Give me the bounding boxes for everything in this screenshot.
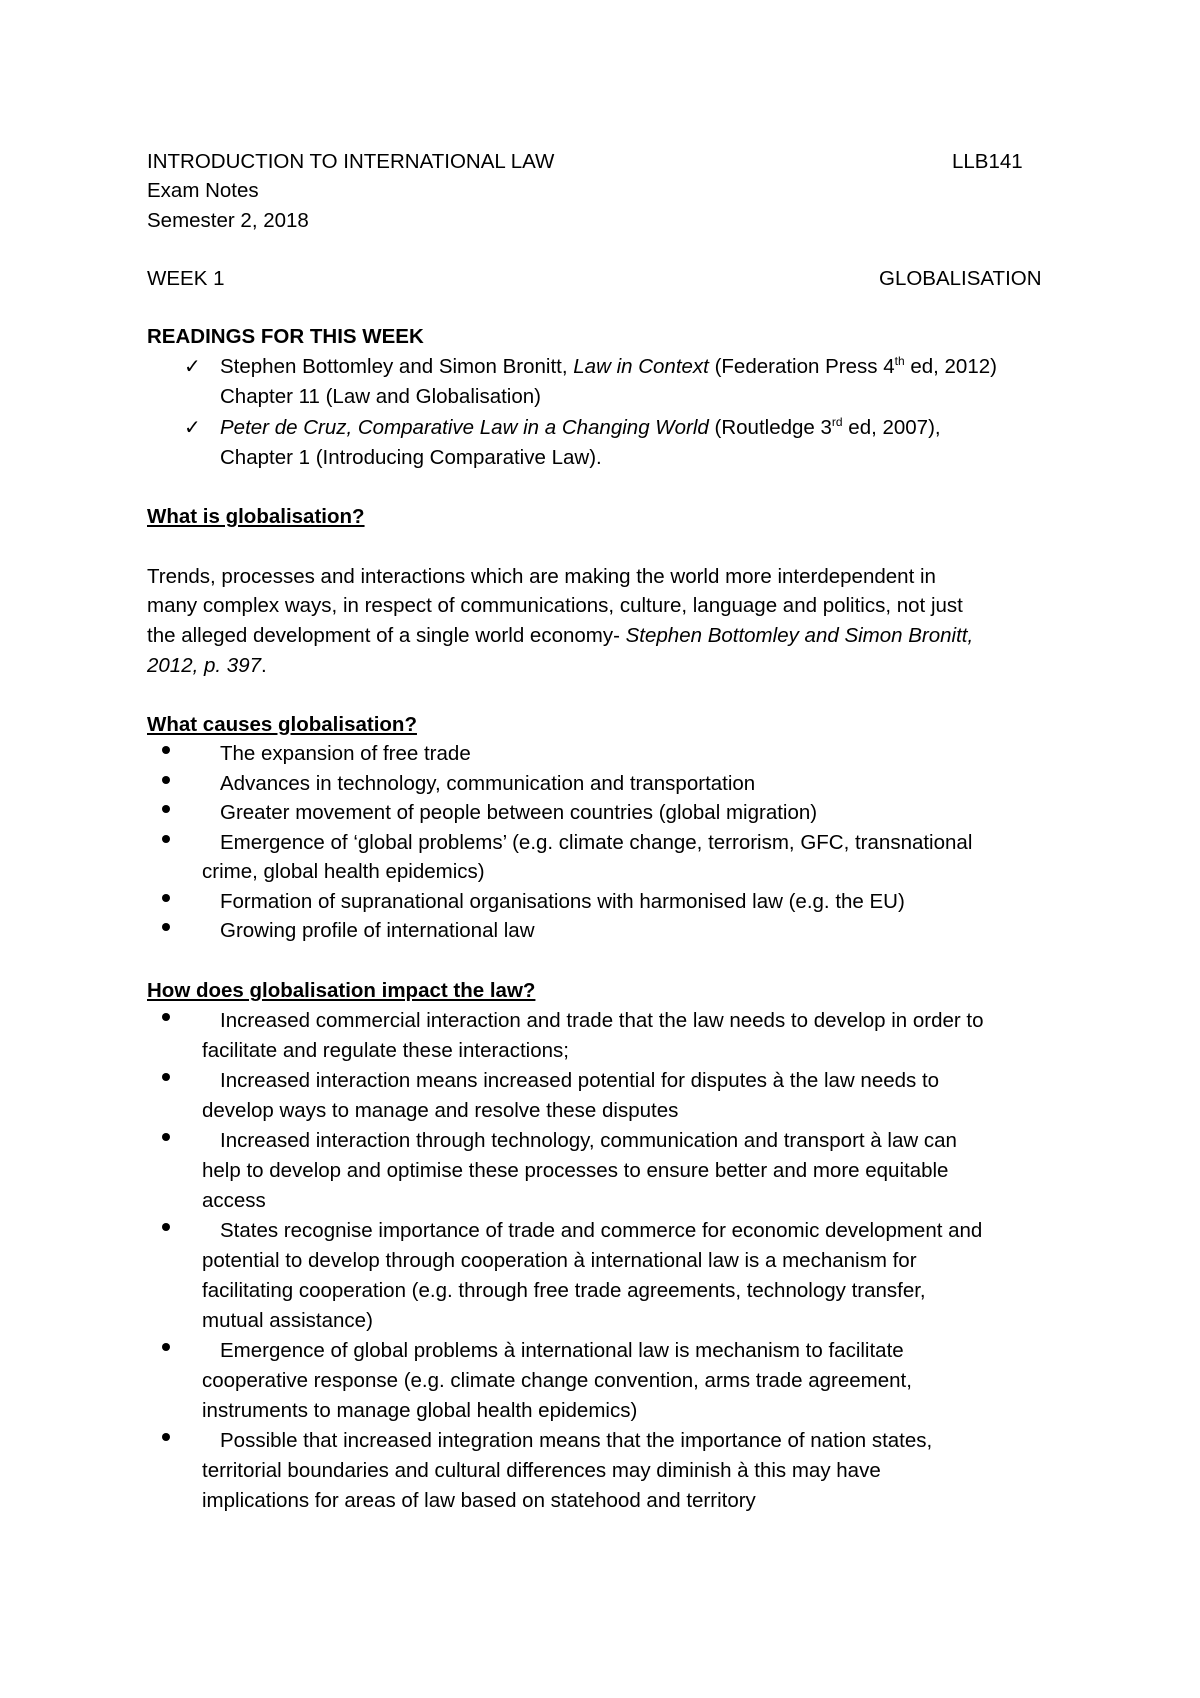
bullet-icon bbox=[162, 923, 170, 931]
impact-item-continued: develop ways to manage and resolve these disputes bbox=[202, 1099, 679, 1122]
impact-item: Increased interaction means increased potential for disputes à the law needs to bbox=[220, 1069, 940, 1092]
causes-item: The expansion of free trade bbox=[220, 742, 471, 765]
reading-1-title: Law in Context bbox=[573, 355, 709, 378]
bullet-icon bbox=[162, 1013, 170, 1021]
topic-label: GLOBALISATION bbox=[879, 267, 1042, 290]
impact-item-continued: territorial boundaries and cultural differences may diminish à this may have bbox=[202, 1459, 881, 1482]
impact-item: Increased interaction through technology, communication and transport à law can bbox=[220, 1129, 957, 1152]
impact-heading: How does globalisation impact the law? bbox=[147, 979, 536, 1002]
bullet-icon bbox=[162, 805, 170, 813]
bullet-icon bbox=[162, 776, 170, 784]
reading-1-chapter: Chapter 11 (Law and Globalisation) bbox=[220, 385, 541, 408]
reading-1-publisher: (Federation Press 4 bbox=[708, 355, 895, 378]
definition-end: . bbox=[261, 654, 267, 677]
impact-item: Emergence of global problems à international law is mechanism to facilitate bbox=[220, 1339, 904, 1362]
causes-item: Growing profile of international law bbox=[220, 919, 535, 942]
bullet-icon bbox=[162, 1223, 170, 1231]
reading-2-superscript: rd bbox=[831, 415, 843, 430]
subtitle: Exam Notes bbox=[147, 179, 259, 202]
impact-item-continued: facilitate and regulate these interactions; bbox=[202, 1039, 569, 1062]
week-label: WEEK 1 bbox=[147, 267, 225, 290]
reading-1-superscript: th bbox=[894, 354, 905, 369]
bullet-icon bbox=[162, 1343, 170, 1351]
bullet-icon bbox=[162, 1433, 170, 1441]
reading-2-publisher: (Routledge 3 bbox=[708, 416, 832, 439]
impact-item: Increased commercial interaction and trade that the law needs to develop in order to bbox=[220, 1009, 984, 1032]
causes-item: Formation of supranational organisations with harmonised law (e.g. the EU) bbox=[220, 890, 905, 913]
reading-2 bbox=[220, 413, 941, 443]
definition-text: the alleged development of a single world economy- bbox=[147, 624, 626, 647]
impact-item: Possible that increased integration means that the importance of nation states, bbox=[220, 1429, 933, 1452]
impact-item-continued: help to develop and optimise these processes to ensure better and more equitable bbox=[202, 1159, 949, 1182]
definition-heading: What is globalisation? bbox=[147, 505, 365, 528]
semester: Semester 2, 2018 bbox=[147, 209, 309, 232]
impact-item-continued: implications for areas of law based on statehood and territory bbox=[202, 1489, 756, 1512]
course-title: INTRODUCTION TO INTERNATIONAL LAW bbox=[147, 150, 555, 173]
definition-citation: Stephen Bottomley and Simon Bronitt, bbox=[625, 624, 974, 647]
bullet-icon bbox=[162, 835, 170, 843]
impact-item-continued: facilitating cooperation (e.g. through free trade agreements, technology transfer, bbox=[202, 1279, 926, 1302]
course-code: LLB141 bbox=[952, 150, 1023, 173]
definition-line: many complex ways, in respect of communications, culture, language and politics, not just bbox=[147, 594, 963, 617]
impact-item-continued: cooperative response (e.g. climate change convention, arms trade agreement, bbox=[202, 1369, 912, 1392]
bullet-icon bbox=[162, 746, 170, 754]
reading-2-chapter: Chapter 1 (Introducing Comparative Law). bbox=[220, 446, 602, 469]
reading-2-title: Peter de Cruz, Comparative Law in a Changing World bbox=[220, 416, 709, 439]
causes-item: Advances in technology, communication and transportation bbox=[220, 772, 756, 795]
causes-item: Emergence of ‘global problems’ (e.g. climate change, terrorism, GFC, transnational bbox=[220, 831, 973, 854]
definition-line bbox=[147, 651, 267, 681]
impact-item-continued: potential to develop through cooperation à international law is a mechanism for bbox=[202, 1249, 917, 1272]
impact-item-continued: instruments to manage global health epidemics) bbox=[202, 1399, 638, 1422]
causes-heading: What causes globalisation? bbox=[147, 713, 417, 736]
reading-1 bbox=[220, 352, 997, 382]
readings-heading: READINGS FOR THIS WEEK bbox=[147, 325, 424, 348]
definition-citation: 2012, p. 397 bbox=[147, 654, 261, 677]
impact-item-continued: access bbox=[202, 1189, 266, 1212]
reading-1-authors: Stephen Bottomley and Simon Bronitt, bbox=[220, 355, 574, 378]
reading-2-year: ed, 2007), bbox=[842, 416, 941, 439]
reading-1-year: ed, 2012) bbox=[904, 355, 997, 378]
check-icon: ✓ bbox=[184, 417, 201, 439]
impact-item: States recognise importance of trade and commerce for economic development and bbox=[220, 1219, 983, 1242]
bullet-icon bbox=[162, 1133, 170, 1141]
bullet-icon bbox=[162, 894, 170, 902]
definition-line: Trends, processes and interactions which are making the world more interdependent in bbox=[147, 565, 936, 588]
check-icon: ✓ bbox=[184, 356, 201, 378]
definition-line bbox=[147, 621, 973, 651]
bullet-icon bbox=[162, 1073, 170, 1081]
causes-item: Greater movement of people between countries (global migration) bbox=[220, 801, 818, 824]
impact-item-continued: mutual assistance) bbox=[202, 1309, 373, 1332]
causes-item-continued: crime, global health epidemics) bbox=[202, 860, 485, 883]
